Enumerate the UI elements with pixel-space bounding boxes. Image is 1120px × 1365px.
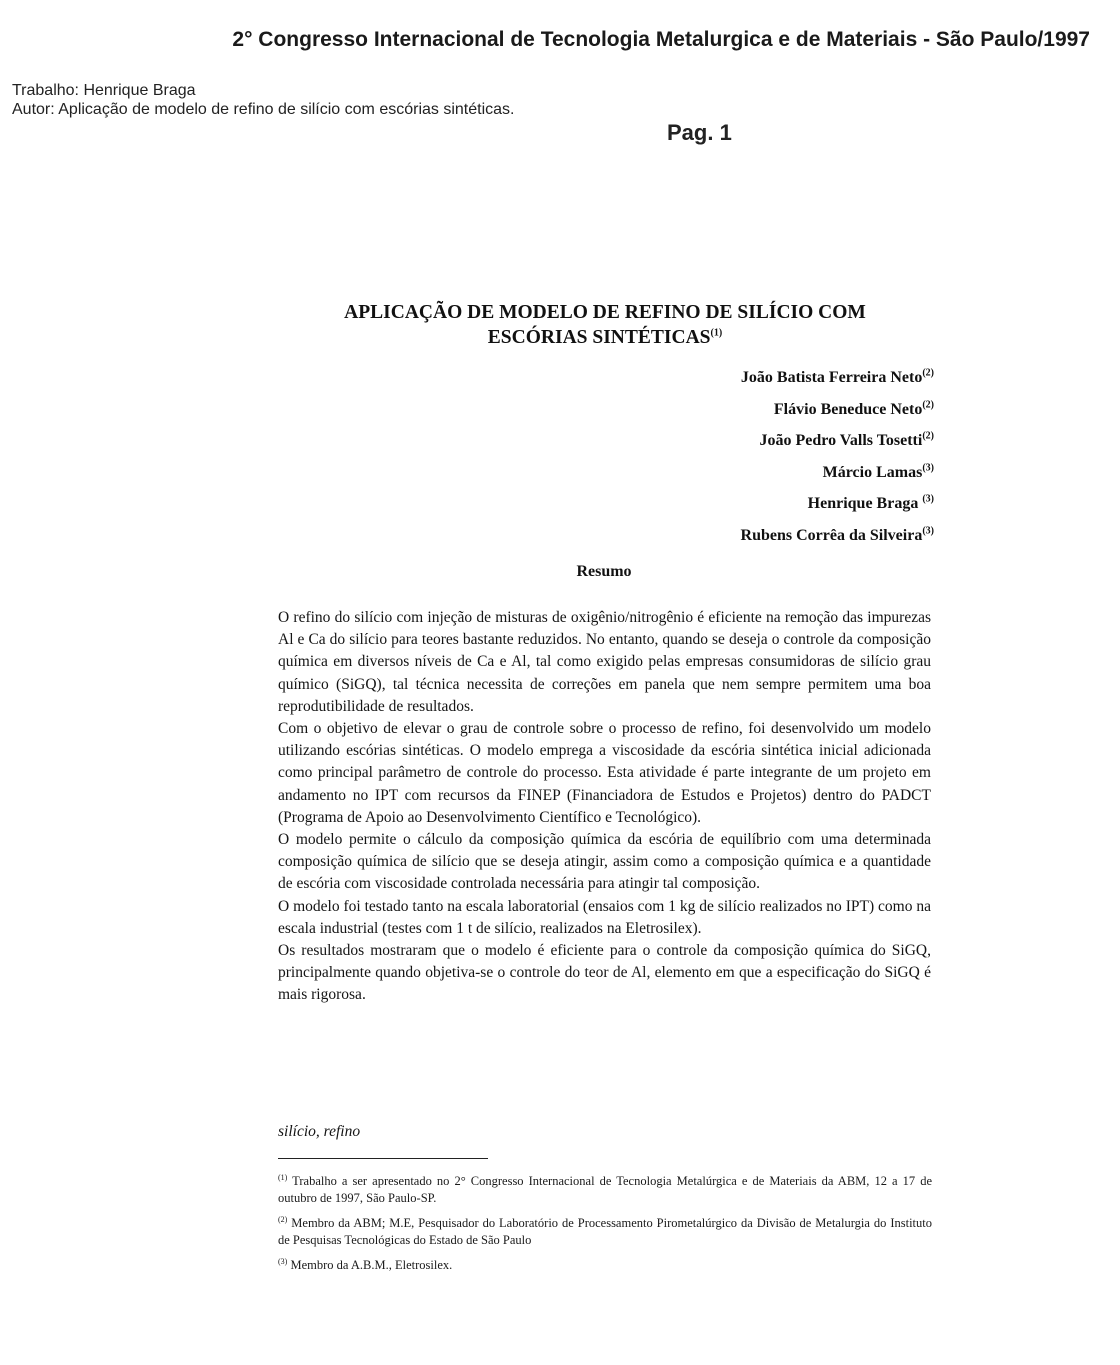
author-name: Henrique Braga bbox=[807, 495, 923, 512]
abstract-paragraph: O refino do silício com injeção de misturas de oxigênio/nitrogênio é eficiente na remoção das impurezas Al e Ca do silício para teores bastante reduzidos. No entanto, quando se deseja o controle da composição química em diversos níveis de Ca e Al, tal como exigido pelas empresas consumidoras de silício grau químico (SiGQ), tal técnica necessita de correções em panela que nem sempre permitem uma boa reprodutibilidade de resultados. bbox=[278, 609, 931, 715]
author-name: João Batista Ferreira Neto bbox=[740, 369, 923, 386]
title-footnote-mark: (1) bbox=[710, 327, 723, 339]
abstract-paragraph: Com o objetivo de elevar o grau de controle sobre o processo de refino, foi desenvolvido um modelo utilizando escórias sintéticas. O modelo emprega a viscosidade da escória sintética inicial adicionada como principal parâmetro de controle do processo. Esta atividade é parte integrante de um projeto em andamento no IPT com recursos da FINEP (Financiadora de Estudos e Projetos) dentro do PADCT (Programa de Apoio ao Desenvolvimento Científico e Tecnológico). bbox=[278, 720, 931, 826]
page-number: Pag. 1 bbox=[667, 120, 732, 145]
author-item bbox=[560, 362, 934, 394]
footnote-mark: (3) bbox=[278, 1256, 288, 1266]
author-footnote-mark: (3) bbox=[922, 462, 934, 474]
abstract-heading: Resumo bbox=[576, 563, 632, 580]
congress-header: 2° Congresso Internacional de Tecnologia Metalurgica e de Materiais - São Paulo/1997 bbox=[232, 28, 1090, 51]
work-line: Trabalho: Henrique Braga bbox=[12, 82, 196, 99]
keywords: silício, refino bbox=[278, 1123, 361, 1140]
footnote-mark: (2) bbox=[278, 1214, 288, 1224]
author-item bbox=[560, 457, 934, 489]
footnote-text: Trabalho a ser apresentado no 2° Congresso Internacional de Tecnologia Metalúrgica e de Materiais da ABM, 12 a 17 de outubro de 1997, São Paulo-SP. bbox=[278, 1174, 932, 1205]
footnote-text: Membro da ABM; M.E, Pesquisador do Laboratório de Processamento Pirometalúrgico da Divisão de Metalurgia do Instituto de Pesquisas Tecnológicas do Estado de São Paulo bbox=[278, 1216, 932, 1247]
author-footnote-mark: (2) bbox=[922, 430, 934, 442]
author-footnote-mark: (3) bbox=[922, 525, 934, 537]
paper-title-line-2: ESCÓRIAS SINTÉTICAS bbox=[487, 327, 711, 348]
footnotes bbox=[278, 1173, 932, 1282]
author-item bbox=[560, 520, 934, 552]
author-footnote-mark: (2) bbox=[922, 399, 934, 411]
paper-title bbox=[270, 300, 940, 350]
author-footnote-mark: (3) bbox=[922, 493, 934, 505]
author-name: Flávio Beneduce Neto bbox=[773, 400, 923, 418]
author-name: Rubens Corrêa da Silveira bbox=[740, 526, 923, 544]
footnote bbox=[278, 1257, 932, 1274]
author-line: Autor: Aplicação de modelo de refino de silício com escórias sintéticas. bbox=[12, 101, 515, 118]
author-list bbox=[560, 362, 934, 551]
footnote-text: Membro da A.B.M., Eletrosilex. bbox=[287, 1258, 453, 1272]
author-name: João Pedro Valls Tosetti bbox=[759, 432, 923, 449]
author-item bbox=[560, 394, 934, 426]
footnote-divider bbox=[278, 1158, 488, 1159]
abstract-paragraph: Os resultados mostraram que o modelo é eficiente para o controle da composição química do SiGQ, principalmente quando objetiva-se o controle do teor de Al, elemento em que a especificação do SiGQ é mais rigorosa. bbox=[278, 942, 931, 1004]
abstract-body bbox=[278, 607, 931, 1007]
abstract-paragraph: O modelo permite o cálculo da composição química da escória de equilíbrio com uma determinada composição química de silício que se deseja atingir, assim como a composição química e a quantidade de escória com viscosidade controlada necessária para atingir tal composição. bbox=[278, 831, 931, 893]
abstract-paragraph: O modelo foi testado tanto na escala laboratorial (ensaios com 1 kg de silício realizados no IPT) como na escala industrial (testes com 1 t de silício, realizados na Eletrosilex). bbox=[278, 897, 931, 937]
author-item bbox=[560, 425, 934, 457]
footnote-mark: (1) bbox=[278, 1172, 288, 1182]
author-footnote-mark: (2) bbox=[922, 367, 934, 379]
footnote bbox=[278, 1215, 932, 1249]
paper-title-line-1: APLICAÇÃO DE MODELO DE REFINO DE SILÍCIO COM bbox=[344, 302, 866, 323]
author-name: Márcio Lamas bbox=[822, 463, 923, 481]
footnote bbox=[278, 1173, 932, 1207]
author-item bbox=[560, 488, 934, 520]
